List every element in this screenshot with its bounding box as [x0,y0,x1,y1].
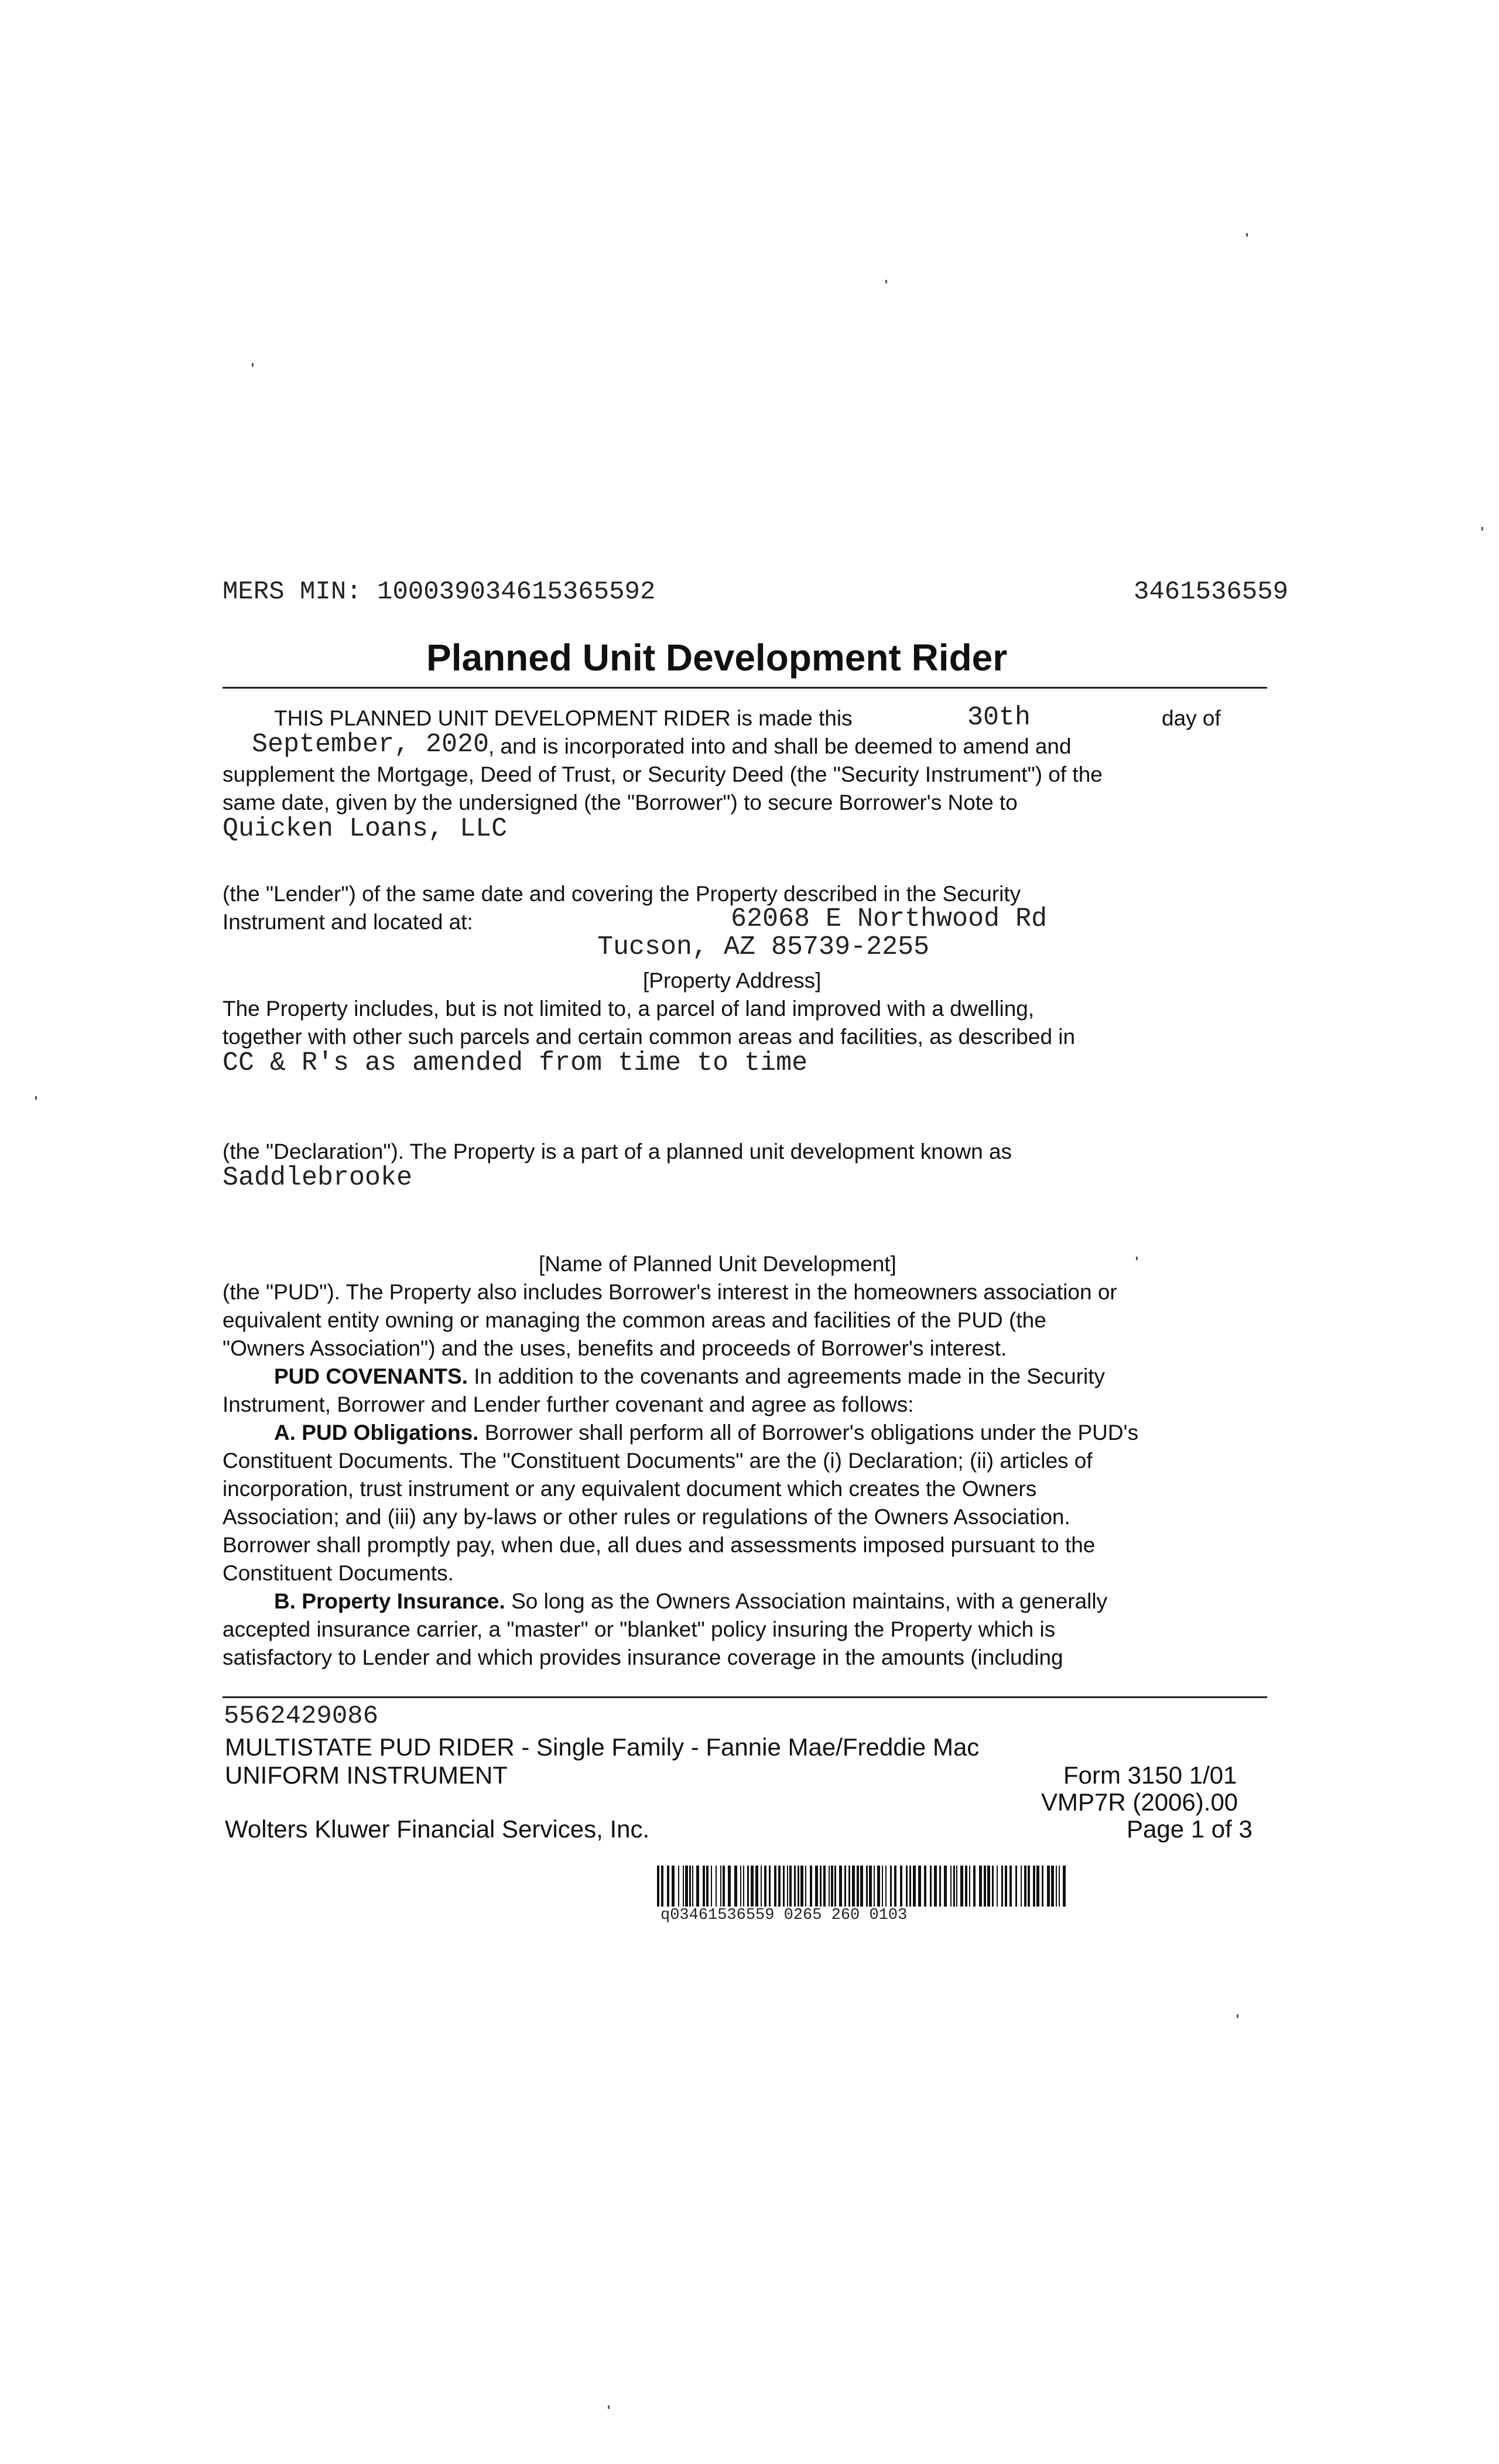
barcode-bar [997,1866,998,1907]
barcode-bar [1028,1866,1030,1907]
barcode-bar [692,1866,693,1907]
barcode-bar [831,1866,833,1907]
barcode-bar [918,1866,921,1907]
scan-speck [608,2405,610,2409]
pud-obligations-line-1: A. PUD Obligations. Borrower shall perform all of Borrower's obligations under the PUD's [274,1421,1139,1445]
barcode-bar [857,1866,859,1907]
footer-form-title: MULTISTATE PUD RIDER - Single Family - Fannie Mae/Freddie Mac [225,1733,980,1761]
barcode-bar [794,1866,796,1907]
pud-name-caption: [Name of Planned Unit Development] [539,1252,896,1276]
barcode-bar [764,1866,766,1907]
barcode-bar [815,1866,818,1907]
pud-line-1: (the "PUD"). The Property also includes Borrower's interest in the homeowners association or [223,1280,1117,1304]
barcode-bar [934,1866,937,1907]
barcode-bar [672,1866,675,1907]
barcode-bar [774,1866,776,1907]
barcode-bar [950,1866,952,1907]
day-of-label: day of [1162,706,1221,730]
barcode-bar [751,1866,754,1907]
barcode-text: q03461536559 0265 260 0103 [660,1907,908,1924]
barcode-bar [728,1866,731,1907]
barcode-bar [939,1866,941,1907]
footer-publisher: Wolters Kluwer Financial Services, Inc. [225,1815,650,1843]
scan-speck [885,280,887,283]
day-value: 30th [967,703,1031,733]
barcode-bar [869,1866,872,1907]
barcode-bar [1021,1866,1022,1907]
barcode-bar [1047,1866,1050,1907]
barcode-bar [984,1866,986,1907]
barcode-bar [900,1866,902,1907]
barcode-bar [820,1866,822,1907]
barcode-bar [789,1866,792,1907]
title-rule [223,687,1267,689]
barcode-bar [965,1866,967,1907]
barcode-bar [703,1866,705,1907]
footer-vmp: VMP7R (2006).00 [1041,1788,1238,1816]
address-line-1: 62068 E Northwood Rd [731,904,1048,934]
barcode-bar [829,1866,830,1907]
pud-line-3: "Owners Association") and the uses, benefits and proceeds of Borrower's interest. [223,1336,1007,1360]
barcode-bar [1015,1866,1017,1907]
barcode-bar [805,1866,806,1907]
pud-obligations-line-5: Borrower shall promptly pay, when due, all dues and assessments imposed pursuant to the [223,1533,1096,1557]
barcode-bar [866,1866,868,1907]
footer-page-number: Page 1 of 3 [1127,1815,1252,1843]
address-line-2: Tucson, AZ 85739-2255 [597,932,930,962]
intro-line-3: supplement the Mortgage, Deed of Trust, or Security Deed (the "Security Instrument") of the [223,762,1103,786]
intro-paragraph [223,703,1276,1784]
pud-line-2: equivalent entity owning or managing the common areas and facilities of the PUD (the [223,1308,1046,1332]
barcode-bar [894,1866,896,1907]
barcode-bar [944,1866,947,1907]
barcode-bar [890,1866,892,1907]
lender-name: Quicken Loans, LLC [223,814,508,844]
barcode-bar [769,1866,771,1907]
barcode-bar [839,1866,842,1907]
barcode-bar [678,1866,679,1907]
barcode-bar [783,1866,785,1907]
barcode-bar [1005,1866,1007,1907]
barcode-bar [689,1866,691,1907]
barcode-bar [747,1866,749,1907]
barcode-bar [969,1866,970,1907]
barcode-bar [960,1866,963,1907]
scan-speck [252,363,254,367]
document-title: Planned Unit Development Rider [426,636,1008,679]
barcode-bar [844,1866,846,1907]
barcode [657,1866,1067,1907]
intro-line-1: THIS PLANNED UNIT DEVELOPMENT RIDER is made this [274,706,853,730]
pud-obligations-line-6: Constituent Documents. [223,1561,454,1585]
intro-line-4: same date, given by the undersigned (the "Borrower") to secure Borrower's Note to [223,790,1018,815]
scan-speck [1136,1257,1138,1260]
barcode-bar [823,1866,826,1907]
barcode-bar [860,1866,863,1907]
barcode-bar [740,1866,741,1907]
barcode-bar [661,1866,663,1907]
footer-ref-number: 5562429086 [224,1702,379,1731]
barcode-bar [1009,1866,1012,1907]
barcode-bar [761,1866,762,1907]
barcode-bar [1042,1866,1043,1907]
barcode-bar [800,1866,803,1907]
barcode-bar [906,1866,908,1907]
barcode-bar [1059,1866,1060,1907]
footer-rule [223,1696,1267,1698]
barcode-bar [723,1866,725,1907]
barcode-bar [1036,1866,1039,1907]
property-address-caption: [Property Address] [643,969,822,993]
barcode-bar [734,1866,737,1907]
declaration-line-1: (the "Declaration"). The Property is a part of a planned unit development known as [223,1139,1012,1163]
barcode-bar [1024,1866,1026,1907]
barcode-bar [848,1866,850,1907]
property-insurance-line-1: B. Property Insurance. So long as the Owners Association maintains, with a generally [274,1589,1108,1613]
barcode-bar [987,1866,990,1907]
barcode-bar [711,1866,712,1907]
barcode-bar [716,1866,717,1907]
barcode-bar [973,1866,976,1907]
scan-speck [35,1096,37,1100]
scan-speck [1246,233,1248,237]
lender-line-2: Instrument and located at: [223,910,473,934]
barcode-bar [1056,1866,1057,1907]
barcode-bar [787,1866,788,1907]
barcode-bar [667,1866,669,1907]
barcode-bar [834,1866,836,1907]
barcode-bar [885,1866,887,1907]
pud-obligations-line-4: Association; and (iii) any by-laws or other rules or regulations of the Owners Association. [223,1505,1070,1529]
barcode-bar [810,1866,812,1907]
barcode-bar [778,1866,781,1907]
barcode-bar [913,1866,916,1907]
barcode-bar [882,1866,883,1907]
barcode-bar [909,1866,911,1907]
barcode-bar [720,1866,721,1907]
month-year-value: September, 2020 [252,730,490,759]
covenants-line-1: PUD COVENANTS. In addition to the covenants and agreements made in the Security [274,1364,1106,1388]
barcode-bar [1063,1866,1066,1907]
covenants-line-2: Instrument, Borrower and Lender further covenant and agree as follows: [223,1392,914,1416]
property-insurance-line-3: satisfactory to Lender and which provides insurance coverage in the amounts (including [223,1645,1063,1669]
barcode-bar [743,1866,744,1907]
barcode-bar [877,1866,880,1907]
barcode-bar [992,1866,994,1907]
barcode-bar [1033,1866,1035,1907]
barcode-bar [798,1866,799,1907]
lender-line-1: (the "Lender") of the same date and covering the Property described in the Security [223,882,1021,906]
pud-name: Saddlebrooke [223,1163,413,1193]
barcode-bar [696,1866,699,1907]
intro-line-2: , and is incorporated into and shall be deemed to amend and [488,734,1072,758]
barcode-bar [755,1866,758,1907]
property-line-1: The Property includes, but is not limited to, a parcel of land improved with a dwelling, [223,997,1035,1021]
barcode-bar [930,1866,932,1907]
barcode-bar [657,1866,659,1907]
scan-speck [1237,2014,1238,2018]
mers-min: MERS MIN: 100039034615365592 [223,577,656,607]
barcode-bar [1001,1866,1003,1907]
barcode-bar [953,1866,955,1907]
declaration-value: CC & R's as amended from time to time [223,1048,808,1078]
loan-number: 3461536559 [1134,577,1289,607]
property-insurance-line-2: accepted insurance carrier, a "master" or "blanket" policy insuring the Property which is [223,1617,1056,1641]
barcode-bar [956,1866,957,1907]
barcode-bar [683,1866,684,1907]
barcode-bar [924,1866,926,1907]
barcode-bar [706,1866,709,1907]
pud-obligations-line-3: incorporation, trust instrument or any equivalent document which creates the Owners [223,1477,1037,1501]
barcode-bar [852,1866,855,1907]
barcode-bar [874,1866,875,1907]
barcode-bar [685,1866,688,1907]
footer-uniform-instrument: UNIFORM INSTRUMENT [225,1761,508,1789]
footer-form-number: Form 3150 1/01 [1063,1761,1237,1789]
scan-speck [1481,527,1483,531]
pud-obligations-line-2: Constituent Documents. The "Constituent Documents" are the (i) Declaration; (ii) articles of [223,1449,1093,1473]
property-line-2: together with other such parcels and certain common areas and facilities, as described in [223,1025,1076,1049]
barcode-bar [979,1866,982,1907]
barcode-bar [1051,1866,1054,1907]
